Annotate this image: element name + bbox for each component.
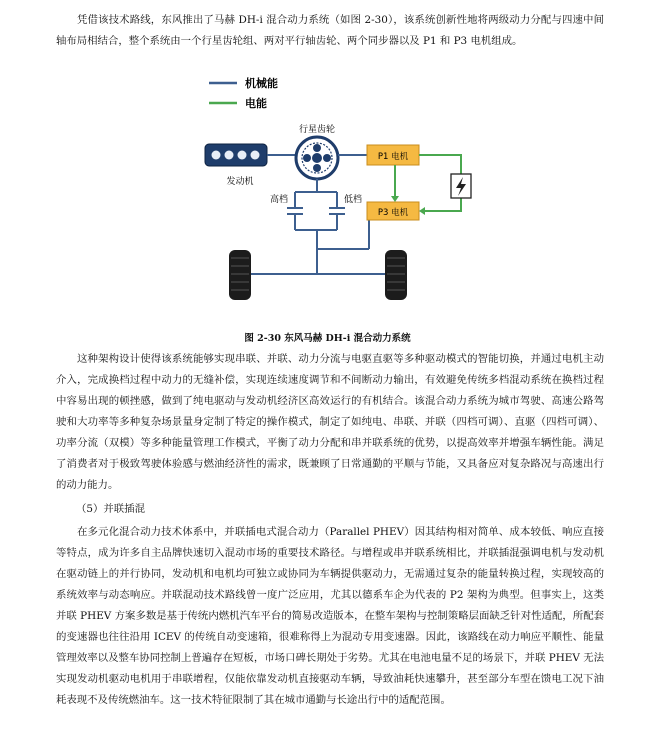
body-paragraph-2: 这种架构设计使得该系统能够实现串联、并联、动力分流与电驱直驱等多种驱动模式的智能切换，并通过电机主动介入，完成换档过程中动力的无缝补偿，实现连续速度调节和不间断动力输出，有效避免传统多档混动系统在换档过程中容易出现的顿挫感，做到了纯电驱动与发动机经济区高效运行的有机结合。该混合动力系统为城市驾驶、高速公路驾驶和大功率等多种复杂场景量身定制了特定的操作模式，制定了如纯电、串联、并联（四档可调）、直驱（四档可调）、功率分流（双模）等多种能量管理工作模式，平衡了动力分配和串并联系统的优势，以提高效率并增强车辆性能。满足了消费者对于极致驾驶体验感与燃油经济性的需求，既兼顾了日常通勤的平顺与节能，又具备应对复杂路况与高速出行的动力能力。 <box>56 353 604 491</box>
p3-motor-label: P3 电机 <box>377 208 409 218</box>
legend-electric-label: 电能 <box>245 97 267 110</box>
battery-icon <box>451 174 471 198</box>
high-gear-label: 高档 <box>269 195 289 205</box>
planetary-gear-icon <box>296 137 338 179</box>
body-paragraph-3: 在多元化混合动力技术体系中，并联插电式混合动力（Parallel PHEV）因其结构相对简单、成本较低、响应直接等特点，成为许多自主品牌快速切入混动市场的重要技术路径。与增程或串并联系统相比，并联插混强调电机与发动机在驱动链上的并行协同，发动机和电机均可独立或协同为车辆提供驱动力，无需通过复杂的能量转换过程，实现较高的系统效率与动态响应。并联混动技术路线曾一度广泛应用，尤其以德系车企为代表的 P2 架构为典型。但事实上，这类并联 PHEV 方案多数是基于传统内燃机汽车平台的简易改造版本，在整车架构与控制策略层面缺乏针对性适配，所配套的变速器也往往沿用 ICEV 的传统自动变速箱，很难称得上为混动专用变速器。因此，该路线在动力响应平顺性、能量管理效率以及整车协同控制上普遍存在短板，市场口碑长期处于劣势。尤其在电池电量不足的场景下，并联 PHEV 无法实现发动机驱动电机用于串联增程，仅能依靠发动机直接驱动车辆，导致油耗快速攀升，甚至部分车型在馈电工况下油耗表现不及传统燃油车。这一技术特征限制了其在城市通勤与长途出行中的适配范围。 <box>56 526 604 706</box>
low-gear-label: 低档 <box>343 195 363 205</box>
right-wheel-icon <box>385 250 407 300</box>
figure-caption: 图 2-30 东风马赫 DH-i 混合动力系统 <box>244 333 411 344</box>
hybrid-system-diagram <box>195 68 485 328</box>
engine-label: 发动机 <box>226 177 254 187</box>
low-gear-clutch <box>329 208 345 214</box>
section-heading: （5）并联插混 <box>76 503 145 515</box>
engine-icon <box>205 144 267 166</box>
planetary-gear-label: 行星齿轮 <box>298 125 336 135</box>
left-wheel-icon <box>229 250 251 300</box>
intro-paragraph: 凭借该技术路线，东风推出了马赫 DH-i 混合动力系统（如图 2-30），该系统创新性地将两级动力分配与四速中间轴布局相结合，整个系统由一个行星齿轮组、两对平行轴齿轮、两个同步器以及 P1 和 P3 电机组成。 <box>56 14 604 47</box>
p1-motor-label: P1 电机 <box>377 152 409 162</box>
high-gear-clutch <box>287 208 303 214</box>
legend-mechanical-label: 机械能 <box>245 77 278 90</box>
